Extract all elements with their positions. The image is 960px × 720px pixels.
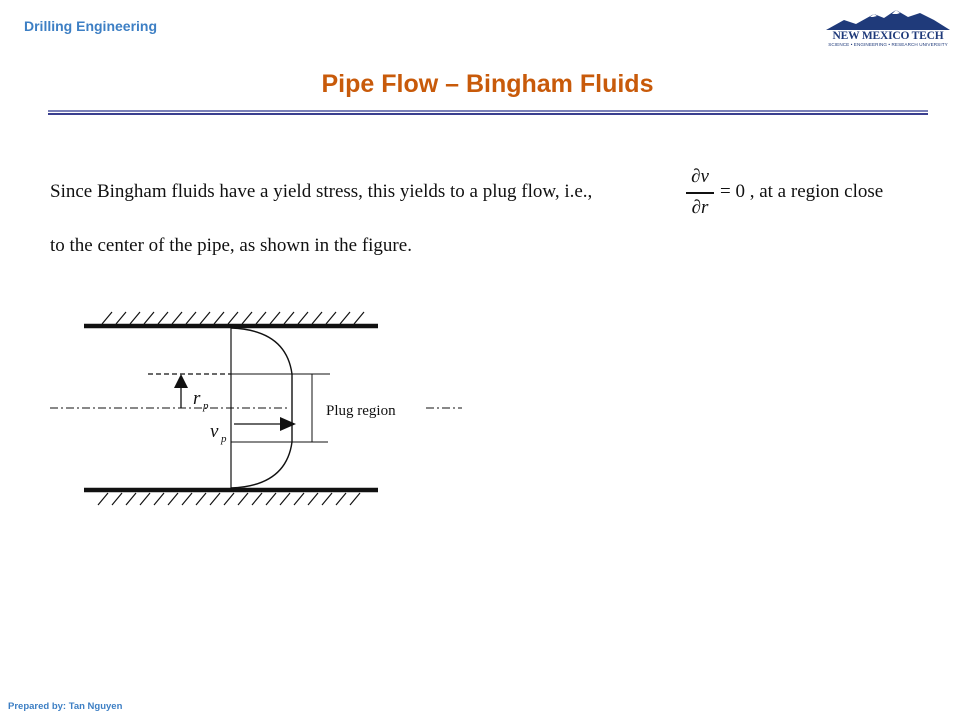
top-wall-hatching — [102, 312, 364, 324]
logo-tagline: SCIENCE • ENGINEERING • RESEARCH UNIVERSITY — [828, 42, 948, 47]
mountain-logo-icon — [822, 8, 954, 32]
title-divider — [48, 110, 928, 115]
logo-text: NEW MEXICO TECH — [832, 30, 944, 42]
fraction-numerator: ∂v — [691, 166, 709, 187]
rp-label-subscript: p — [203, 400, 209, 412]
plug-region-label: Plug region — [326, 403, 396, 419]
partial-derivative-fraction — [686, 166, 714, 219]
vp-arrow-icon — [280, 417, 296, 431]
slide-title: Pipe Flow – Bingham Fluids — [321, 70, 654, 98]
rp-label: r — [193, 388, 201, 409]
vp-label-subscript: p — [221, 433, 227, 445]
fraction-denominator: ∂r — [691, 196, 709, 218]
footer-prepared-by: Prepared by: Tan Nguyen — [8, 701, 123, 712]
body-text-line1-after: = 0 , at a region close — [720, 181, 884, 202]
course-label: Drilling Engineering — [24, 18, 158, 34]
vp-label: v — [210, 421, 219, 442]
body-text-line2: to the center of the pipe, as shown in the figure. — [50, 235, 412, 256]
bottom-wall-hatching — [98, 493, 360, 505]
rp-arrow-icon — [174, 374, 188, 388]
university-logo — [822, 8, 954, 50]
bingham-pipe-flow-figure — [40, 300, 480, 520]
body-text-line1: Since Bingham fluids have a yield stress, this yields to a plug flow, i.e., — [50, 181, 593, 202]
